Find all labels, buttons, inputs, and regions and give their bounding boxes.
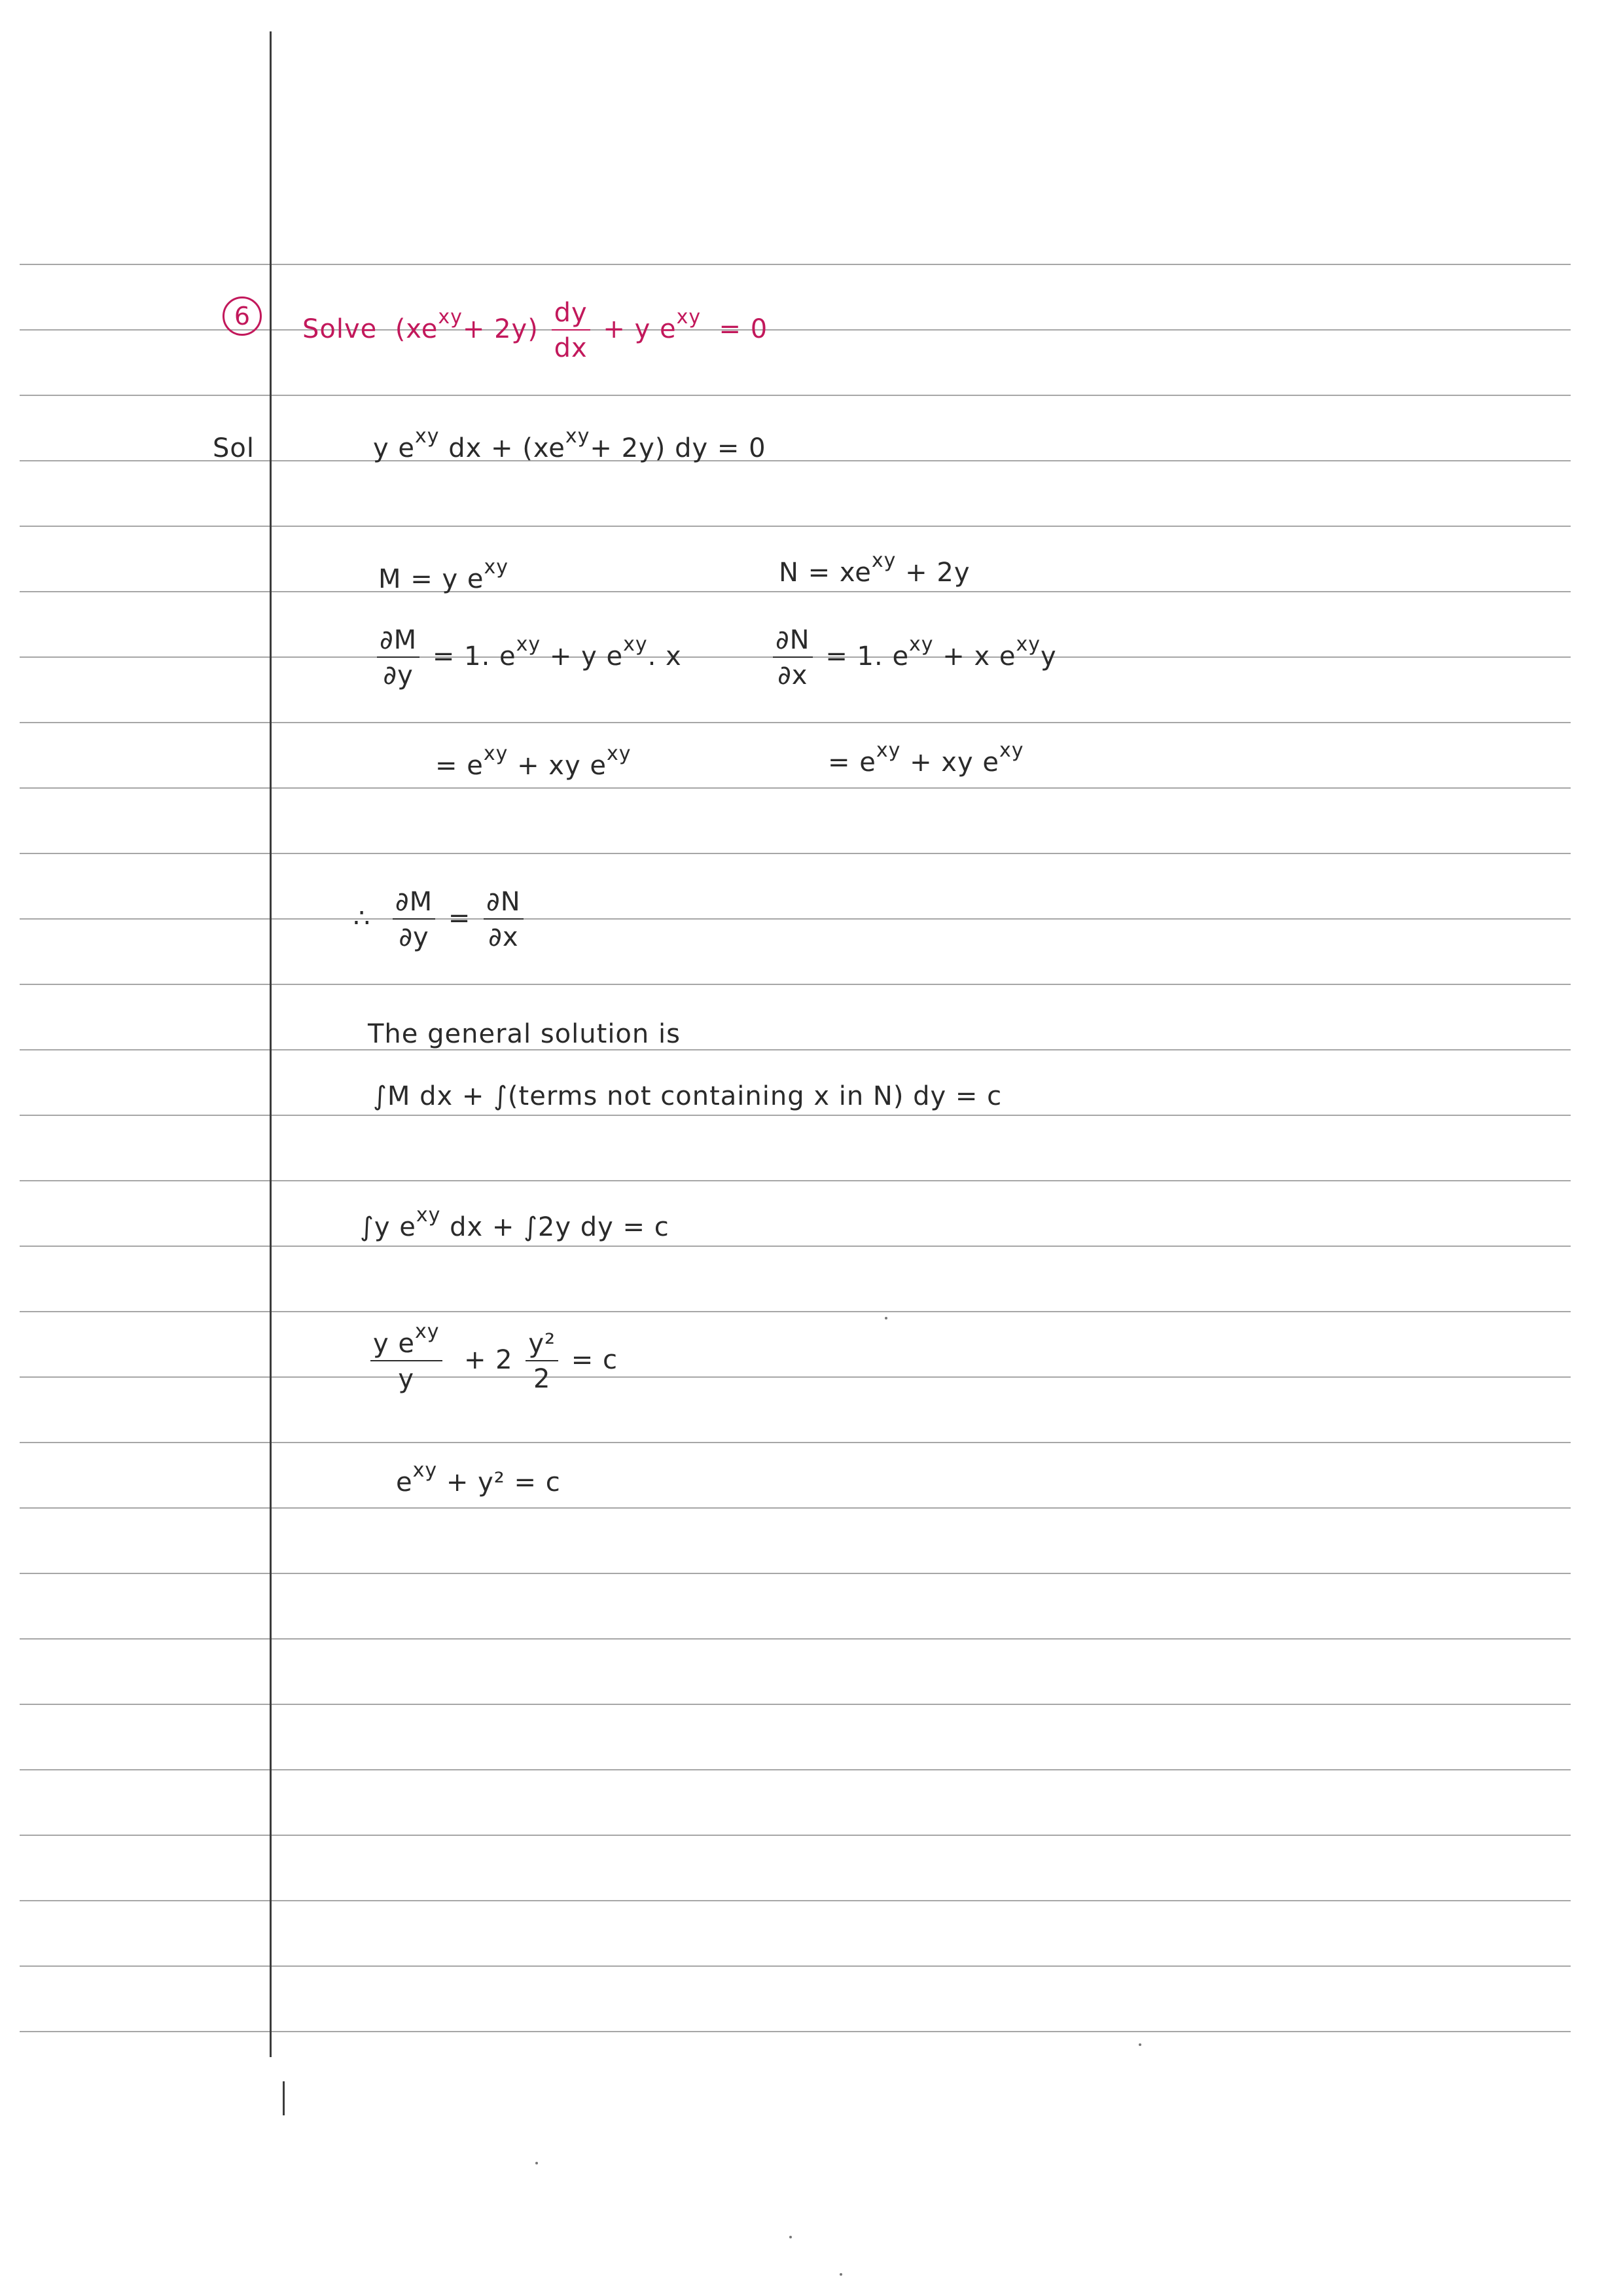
therefore-line [353,887,527,952]
fraction-denominator: ∂y [399,922,429,952]
rule-line [20,1900,1571,1901]
rule-line [20,853,1571,854]
fraction-denominator: ∂x [488,922,519,952]
eq-term: M = y e [378,564,484,594]
margin-line-end [283,2081,285,2115]
therefore-symbol: ∴ [353,903,371,933]
eq-exponent: xy [483,742,508,765]
dn-dx-fraction [773,625,813,691]
fraction-numerator: dy [552,298,590,331]
eq-term: dx + (xe [448,433,565,463]
rule-line [20,722,1571,723]
fraction-denominator: y [398,1364,415,1394]
eq-term: = 1. e [432,641,516,672]
eq-term: ∫y e [360,1212,416,1242]
fraction-denominator: ∂x [777,660,808,691]
question-term: = 0 [719,314,768,344]
fraction-numerator: ∂N [484,887,524,920]
eq-exponent: xy [415,1320,440,1343]
fraction-denominator: dx [554,333,588,363]
eq-exponent: xy [871,549,897,572]
eq-term: = c [571,1345,618,1375]
dn-dx-fraction [484,887,524,952]
eq-term: + 2 [463,1345,513,1375]
question-exponent: xy [676,306,702,329]
result-fraction [370,1320,442,1394]
rule-line [20,1246,1571,1247]
eq-exponent: xy [999,739,1024,762]
rule-line [20,1704,1571,1705]
rule-line [20,1769,1571,1770]
m-definition [378,556,508,594]
eq-term: + xy e [910,747,999,778]
sol-label: Sol [213,433,255,463]
rule-line [20,1965,1571,1967]
n-definition [779,549,971,588]
rule-line [20,1311,1571,1312]
eq-term: = [448,903,471,933]
eq-term: = 1. e [825,641,910,672]
question-term: + y e [603,314,677,344]
eq-exponent: xy [565,425,590,448]
rule-line [20,984,1571,985]
rule-line [20,787,1571,789]
result-line [366,1320,618,1394]
eq-exponent: xy [876,739,901,762]
eq-exponent: xy [1016,633,1041,656]
question-number: 6 [223,296,262,336]
eq-term: + xy e [517,751,607,781]
eq-exponent: xy [484,556,508,579]
eq-term: y e [373,433,415,463]
rule-line [20,918,1571,920]
eq-term: + y e [549,641,624,672]
margin-line [270,31,272,2057]
scan-speck [840,2273,842,2276]
rule-line [20,1835,1571,1836]
eq-exponent: xy [415,425,440,448]
fraction-numerator: ∂M [377,625,419,658]
eq-exponent: xy [516,633,541,656]
scan-speck [535,2162,538,2164]
dy-dx-fraction [552,298,590,363]
fraction-denominator: 2 [533,1364,551,1394]
rule-line [20,1638,1571,1640]
y-squared-fraction [526,1329,558,1394]
rule-line [20,526,1571,527]
general-solution-formula: ∫M dx + ∫(terms not containing x in N) dy = c [373,1081,1003,1111]
dn-simplified [828,739,1024,778]
eq-term: . x [647,641,682,672]
rule-line [20,1115,1571,1116]
integral-line [360,1204,669,1242]
dm-dy-fraction [377,625,419,691]
question-term: + 2y) [462,314,539,344]
rule-line [20,1442,1571,1443]
dm-simplified [435,742,632,781]
eq-term: + y² = c [446,1467,561,1498]
eq-term: + 2y) dy = 0 [590,433,766,463]
eq-term: y e [373,1329,415,1359]
eq-exponent: xy [416,1204,441,1227]
dm-dy-fraction [393,887,435,952]
rule-line [20,1376,1571,1378]
eq-term: dx + ∫2y dy = c [450,1212,669,1242]
rule-line [20,395,1571,396]
fraction-numerator [370,1320,442,1361]
fraction-numerator: ∂N [773,625,813,658]
dn-dx-line [769,625,1057,691]
eq-term: + 2y [905,558,971,588]
eq-term: + x e [942,641,1016,672]
fraction-numerator: ∂M [393,887,435,920]
eq-term: = e [435,751,484,781]
rule-line [20,2031,1571,2032]
fraction-numerator: y² [526,1329,558,1361]
eq-exponent: xy [606,742,632,765]
scan-speck [1139,2043,1141,2046]
scan-speck [885,1317,887,1319]
eq-term: = e [828,747,876,778]
eq-term: e [396,1467,413,1498]
question-exponent: xy [438,306,463,329]
rule-line [20,1573,1571,1574]
question-term: (xe [395,314,438,344]
rule-line [20,1180,1571,1181]
final-answer [396,1459,561,1498]
rule-line [20,591,1571,592]
eq-exponent: xy [412,1459,438,1482]
eq-exponent: xy [909,633,934,656]
rule-line [20,264,1571,265]
general-solution-text: The general solution is [368,1019,681,1049]
rule-line [20,1507,1571,1509]
solve-word: Solve [302,314,378,344]
eq-exponent: xy [623,633,648,656]
equation-line-1 [373,425,766,463]
eq-term: y [1041,641,1057,672]
question-statement [302,298,768,363]
scan-speck [789,2236,792,2238]
fraction-denominator: ∂y [383,660,414,691]
eq-term: N = xe [779,558,872,588]
dm-dy-line [373,625,682,691]
rule-line [20,1049,1571,1050]
